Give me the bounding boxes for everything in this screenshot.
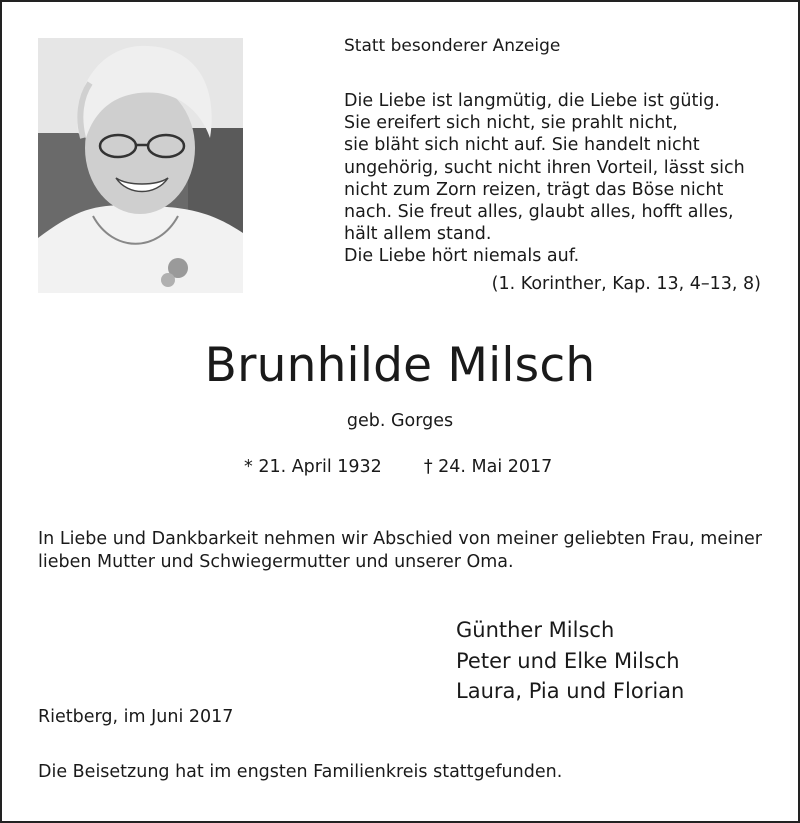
family-member: Peter und Elke Milsch: [456, 648, 680, 673]
place-date: Rietberg, im Juni 2017: [38, 707, 234, 727]
verse-line: nicht zum Zorn reizen, trägt das Böse nicht: [344, 179, 724, 200]
verse-line: ungehörig, sucht nicht ihren Vorteil, lässt sich: [344, 157, 745, 178]
bible-verse: [344, 90, 774, 268]
verse-line: Die Liebe ist langmütig, die Liebe ist gütig.: [344, 91, 720, 111]
notice-header: Statt besonderer Anzeige: [344, 36, 561, 56]
verse-line: hält allem stand.: [344, 224, 492, 245]
deceased-name: Brunhilde Milsch: [204, 338, 596, 393]
verse-reference: (1. Korinther, Kap. 13, 4–13, 8): [491, 274, 761, 294]
burial-note: Die Beisetzung hat im engsten Familienkreis stattgefunden.: [38, 762, 563, 782]
verse-line: sie bläht sich nicht auf. Sie handelt nicht: [344, 135, 700, 156]
death-date: † 24. Mai 2017: [423, 457, 553, 477]
verse-line: Sie ereifert sich nicht, sie prahlt nicht,: [344, 113, 678, 134]
life-dates: [244, 457, 552, 477]
farewell-text: In Liebe und Dankbarkeit nehmen wir Abschied von meiner geliebten Frau, meiner lieben Mutter und Schwiegermutter und unserer Oma.: [38, 529, 762, 572]
portrait-photo-icon: [38, 38, 243, 293]
family-member: Günther Milsch: [456, 618, 615, 642]
verse-line: Die Liebe hört niemals auf.: [344, 246, 580, 267]
birth-date: * 21. April 1932: [244, 457, 382, 477]
maiden-name: geb. Gorges: [346, 411, 454, 431]
family-signatures: [456, 615, 684, 707]
verse-line: nach. Sie freut alles, glaubt alles, hofft alles,: [344, 202, 734, 223]
portrait-photo: [38, 38, 243, 293]
family-member: Laura, Pia und Florian: [456, 679, 685, 703]
